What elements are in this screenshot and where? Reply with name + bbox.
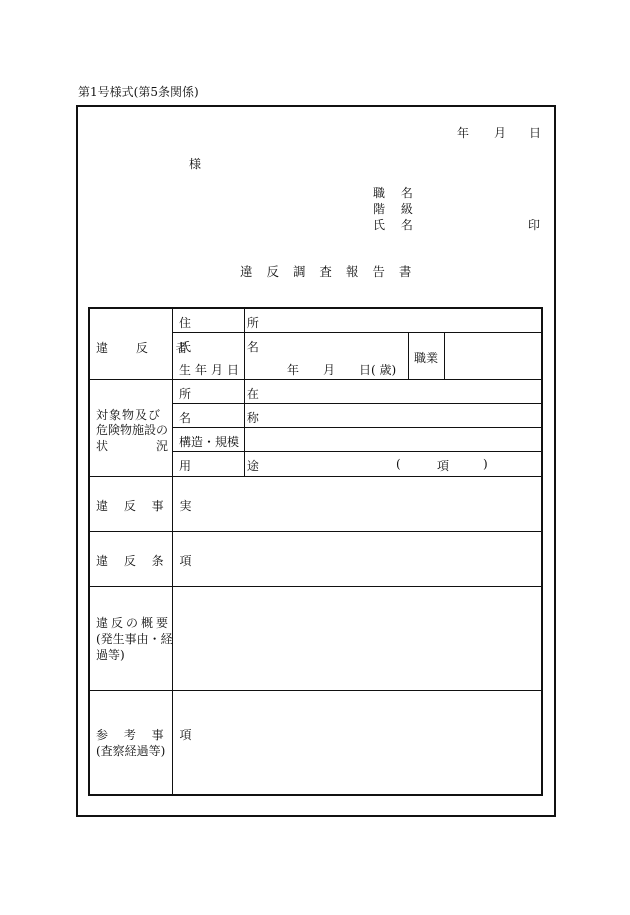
facility-heading-line2: 危険物施設の	[96, 423, 169, 437]
divider	[89, 531, 542, 532]
violation-facts-label: 違 反 事 実	[96, 499, 198, 513]
use-paren-close: )	[483, 457, 488, 471]
facility-heading-line1: 対象物及び	[96, 408, 162, 422]
reference-label-line2: (査察経過等)	[96, 744, 166, 758]
divider	[89, 690, 542, 691]
divider	[89, 476, 542, 477]
name-label: 氏 名	[179, 340, 285, 354]
divider	[172, 332, 542, 333]
divider	[408, 333, 409, 379]
use-item-label: 項	[437, 459, 450, 473]
divider	[172, 427, 542, 428]
reporter-title-label: 職 名	[373, 186, 419, 200]
divider	[89, 379, 542, 380]
summary-label-line1: 違反の概要	[96, 616, 172, 630]
date-month-label: 月	[494, 126, 507, 140]
address-label: 住 所	[179, 316, 285, 330]
occupation-label: 職業	[414, 351, 439, 365]
reference-label-line1: 参 考 事 項	[96, 728, 198, 742]
birth-year-label: 年	[287, 363, 300, 377]
violation-clause-label: 違 反 条 項	[96, 554, 198, 568]
date-year-label: 年	[457, 126, 470, 140]
divider	[172, 451, 542, 452]
seal-mark: 印	[528, 218, 541, 232]
facility-name-label: 名 称	[179, 411, 285, 425]
facility-heading-line3a: 状	[96, 439, 109, 453]
birth-month-label: 月	[323, 363, 336, 377]
summary-label-line2: (発生事由・経	[96, 632, 173, 646]
facility-heading-line3b: 況	[156, 439, 169, 453]
divider	[444, 333, 445, 379]
document-title: 違 反 調 査 報 告 書	[240, 264, 417, 279]
addressee-suffix: 様	[189, 157, 202, 171]
reporter-name-label: 氏 名	[373, 218, 419, 232]
location-label: 所 在	[179, 387, 285, 401]
summary-label-line3: 過等)	[96, 648, 125, 662]
divider	[89, 586, 542, 587]
date-day-label: 日	[529, 126, 542, 140]
birthdate-label: 生年月日	[179, 363, 244, 377]
structure-scale-label: 構造・規模	[179, 435, 240, 449]
form-number-label: 第1号様式(第5条関係)	[78, 85, 199, 99]
divider	[172, 403, 542, 404]
use-label: 用 途	[179, 459, 285, 473]
reporter-rank-label: 階 級	[373, 202, 419, 216]
birth-day-age-label: 日( 歳)	[359, 363, 397, 377]
violator-heading: 違 反 者	[96, 341, 200, 355]
use-paren-open: (	[396, 457, 401, 471]
